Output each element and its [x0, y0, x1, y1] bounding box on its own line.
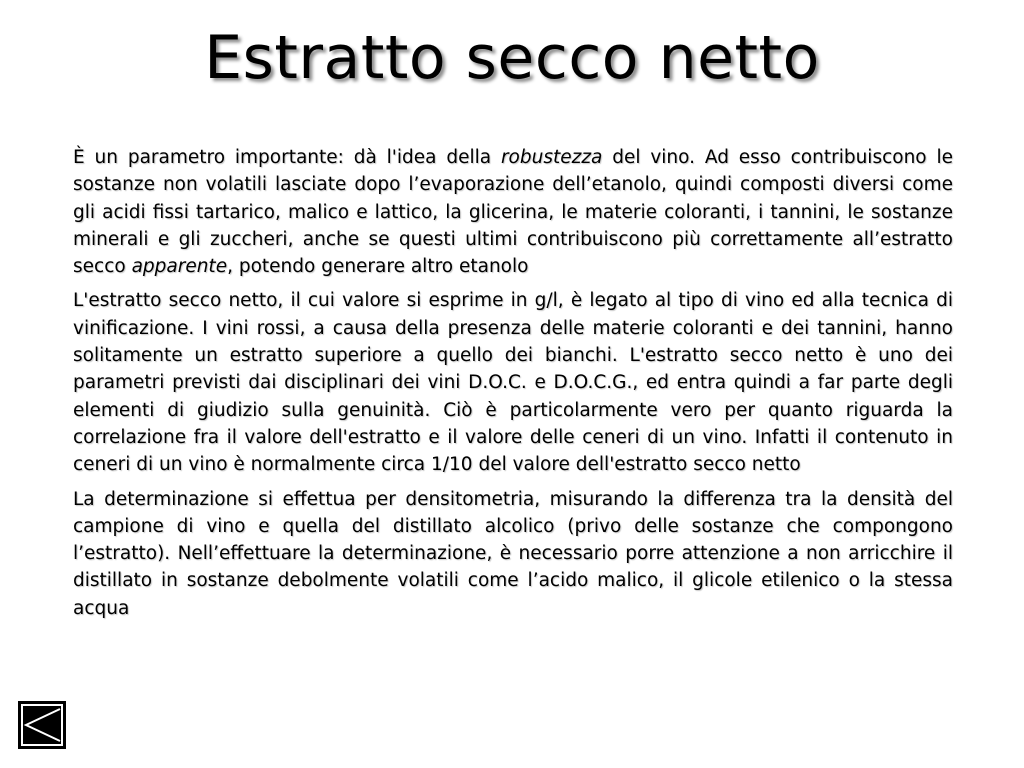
text-run: del vino. Ad esso contribuiscono le sostanze non volatili lasciate dopo l’evaporazione dell’etanolo, quindi composti diversi come gli acidi fissi tartarico, malico e lattico, la glicerina, le materie coloranti, i tannini, le sostanze minerali e gli zuccheri, anche se questi ultimi contribuiscono più correttamente all’estratto secco: [73, 147, 953, 278]
italic-run: robustezza: [500, 147, 603, 168]
text-run: L'estratto secco netto, il cui valore si esprime in g/l, è legato al tipo di vino ed alla tecnica di vinificazione. I vini rossi, a causa della presenza delle materie coloranti e dei tannini, hanno solitamente un estratto superiore a quello dei bianchi. L'estratto secco netto è uno dei parametri previsti dai disciplinari dei vini D.O.C. e D.O.C.G., ed entra quindi a far parte degli elementi di giudizio sulla genuinità. Ciò è particolarmente vero per quanto riguarda la correlazione fra il valore dell'estratto e il valore delle ceneri di un vino. Infatti il contenuto in ceneri di un vino è normalmente circa 1/10 del valore dell'estratto secco netto: [73, 290, 953, 476]
back-arrow-icon: [18, 701, 66, 749]
slide-body: [73, 144, 953, 629]
paragraph: [73, 287, 953, 478]
slide-title: Estratto secco netto: [204, 23, 820, 93]
paragraph: [73, 144, 953, 280]
text-run: , potendo generare altro etanolo: [227, 256, 529, 278]
paragraph: [73, 486, 953, 622]
text-run: È un parametro importante: dà l'idea della: [73, 147, 501, 168]
italic-run: apparente: [131, 256, 228, 278]
text-run: La determinazione si effettua per densitometria, misurando la differenza tra la densità del campione di vino e quella del distillato alcolico (privo delle sostanze che compongono l’estratto). Nell’effettuare la determinazione, è necessario porre attenzione a non arricchire il distillato in sostanze debolmente volatili come l’acido malico, il glicole etilenico o la stessa acqua: [73, 488, 953, 619]
back-button[interactable]: [18, 701, 66, 749]
